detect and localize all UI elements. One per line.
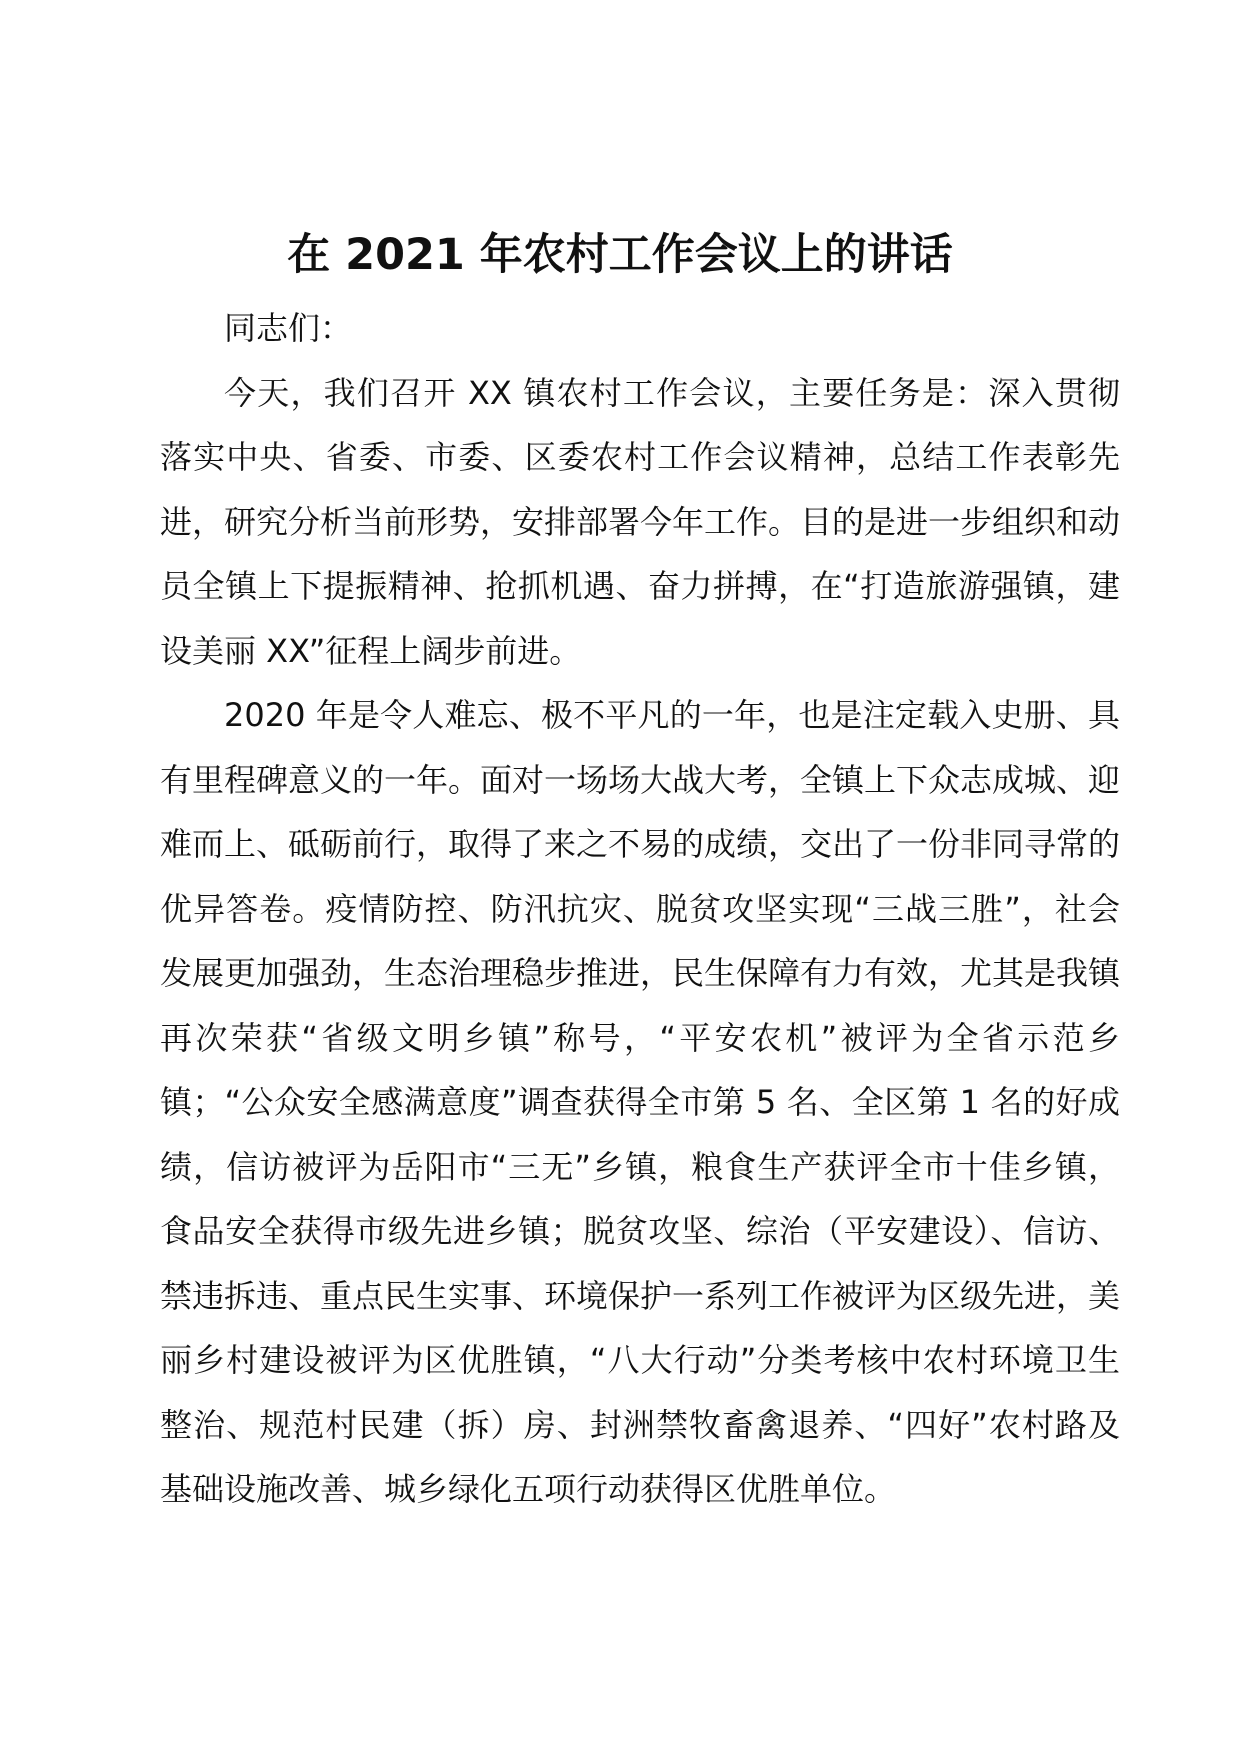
paragraph-opening: 今天，我们召开 XX 镇农村工作会议，主要任务是：深入贯彻落实中央、省委、市委、区委农村工作会议精神，总结工作表彰先进，研究分析当前形势，安排部署今年工作。目的是进一步组织和动员全镇上下提振精神、抢抓机遇、奋力拼搏，在“打造旅游强镇，建设美丽 XX”征程上阔步前进。 (160, 373, 1121, 670)
document-body (160, 296, 1120, 1522)
salutation: 同志们： (224, 309, 353, 347)
document-title: 在 2021 年农村工作会议上的讲话 (287, 229, 953, 280)
paragraph-review-2020: 2020 年是令人难忘、极不平凡的一年，也是注定载入史册、具有里程碑意义的一年。面对一场场大战大考，全镇上下众志成城、迎难而上、砥砺前行，取得了来之不易的成绩，交出了一份非同寻常的优异答卷。疫情防控、防汛抗灾、脱贫攻坚实现“三战三胜”，社会发展更加强劲，生态治理稳步推进，民生保障有力有效，尤其是我镇再次荣获“省级文明乡镇”称号，“平安农机”被评为全省示范乡镇；“公众安全感满意度”调查获得全市第 5 名、全区第 1 名的好成绩，信访被评为岳阳市“三无”乡镇，粮食生产获评全市十佳乡镇，食品安全获得市级先进乡镇；脱贫攻坚、综治（平安建设）、信访、禁违拆违、重点民生实事、环境保护一系列工作被评为区级先进，美丽乡村建设被评为区优胜镇，“八大行动”分类考核中农村环境卫生整治、规范村民建（拆）房、封洲禁牧畜禽退养、“四好”农村路及基础设施改善、城乡绿化五项行动获得区优胜单位。 (160, 696, 1121, 1508)
